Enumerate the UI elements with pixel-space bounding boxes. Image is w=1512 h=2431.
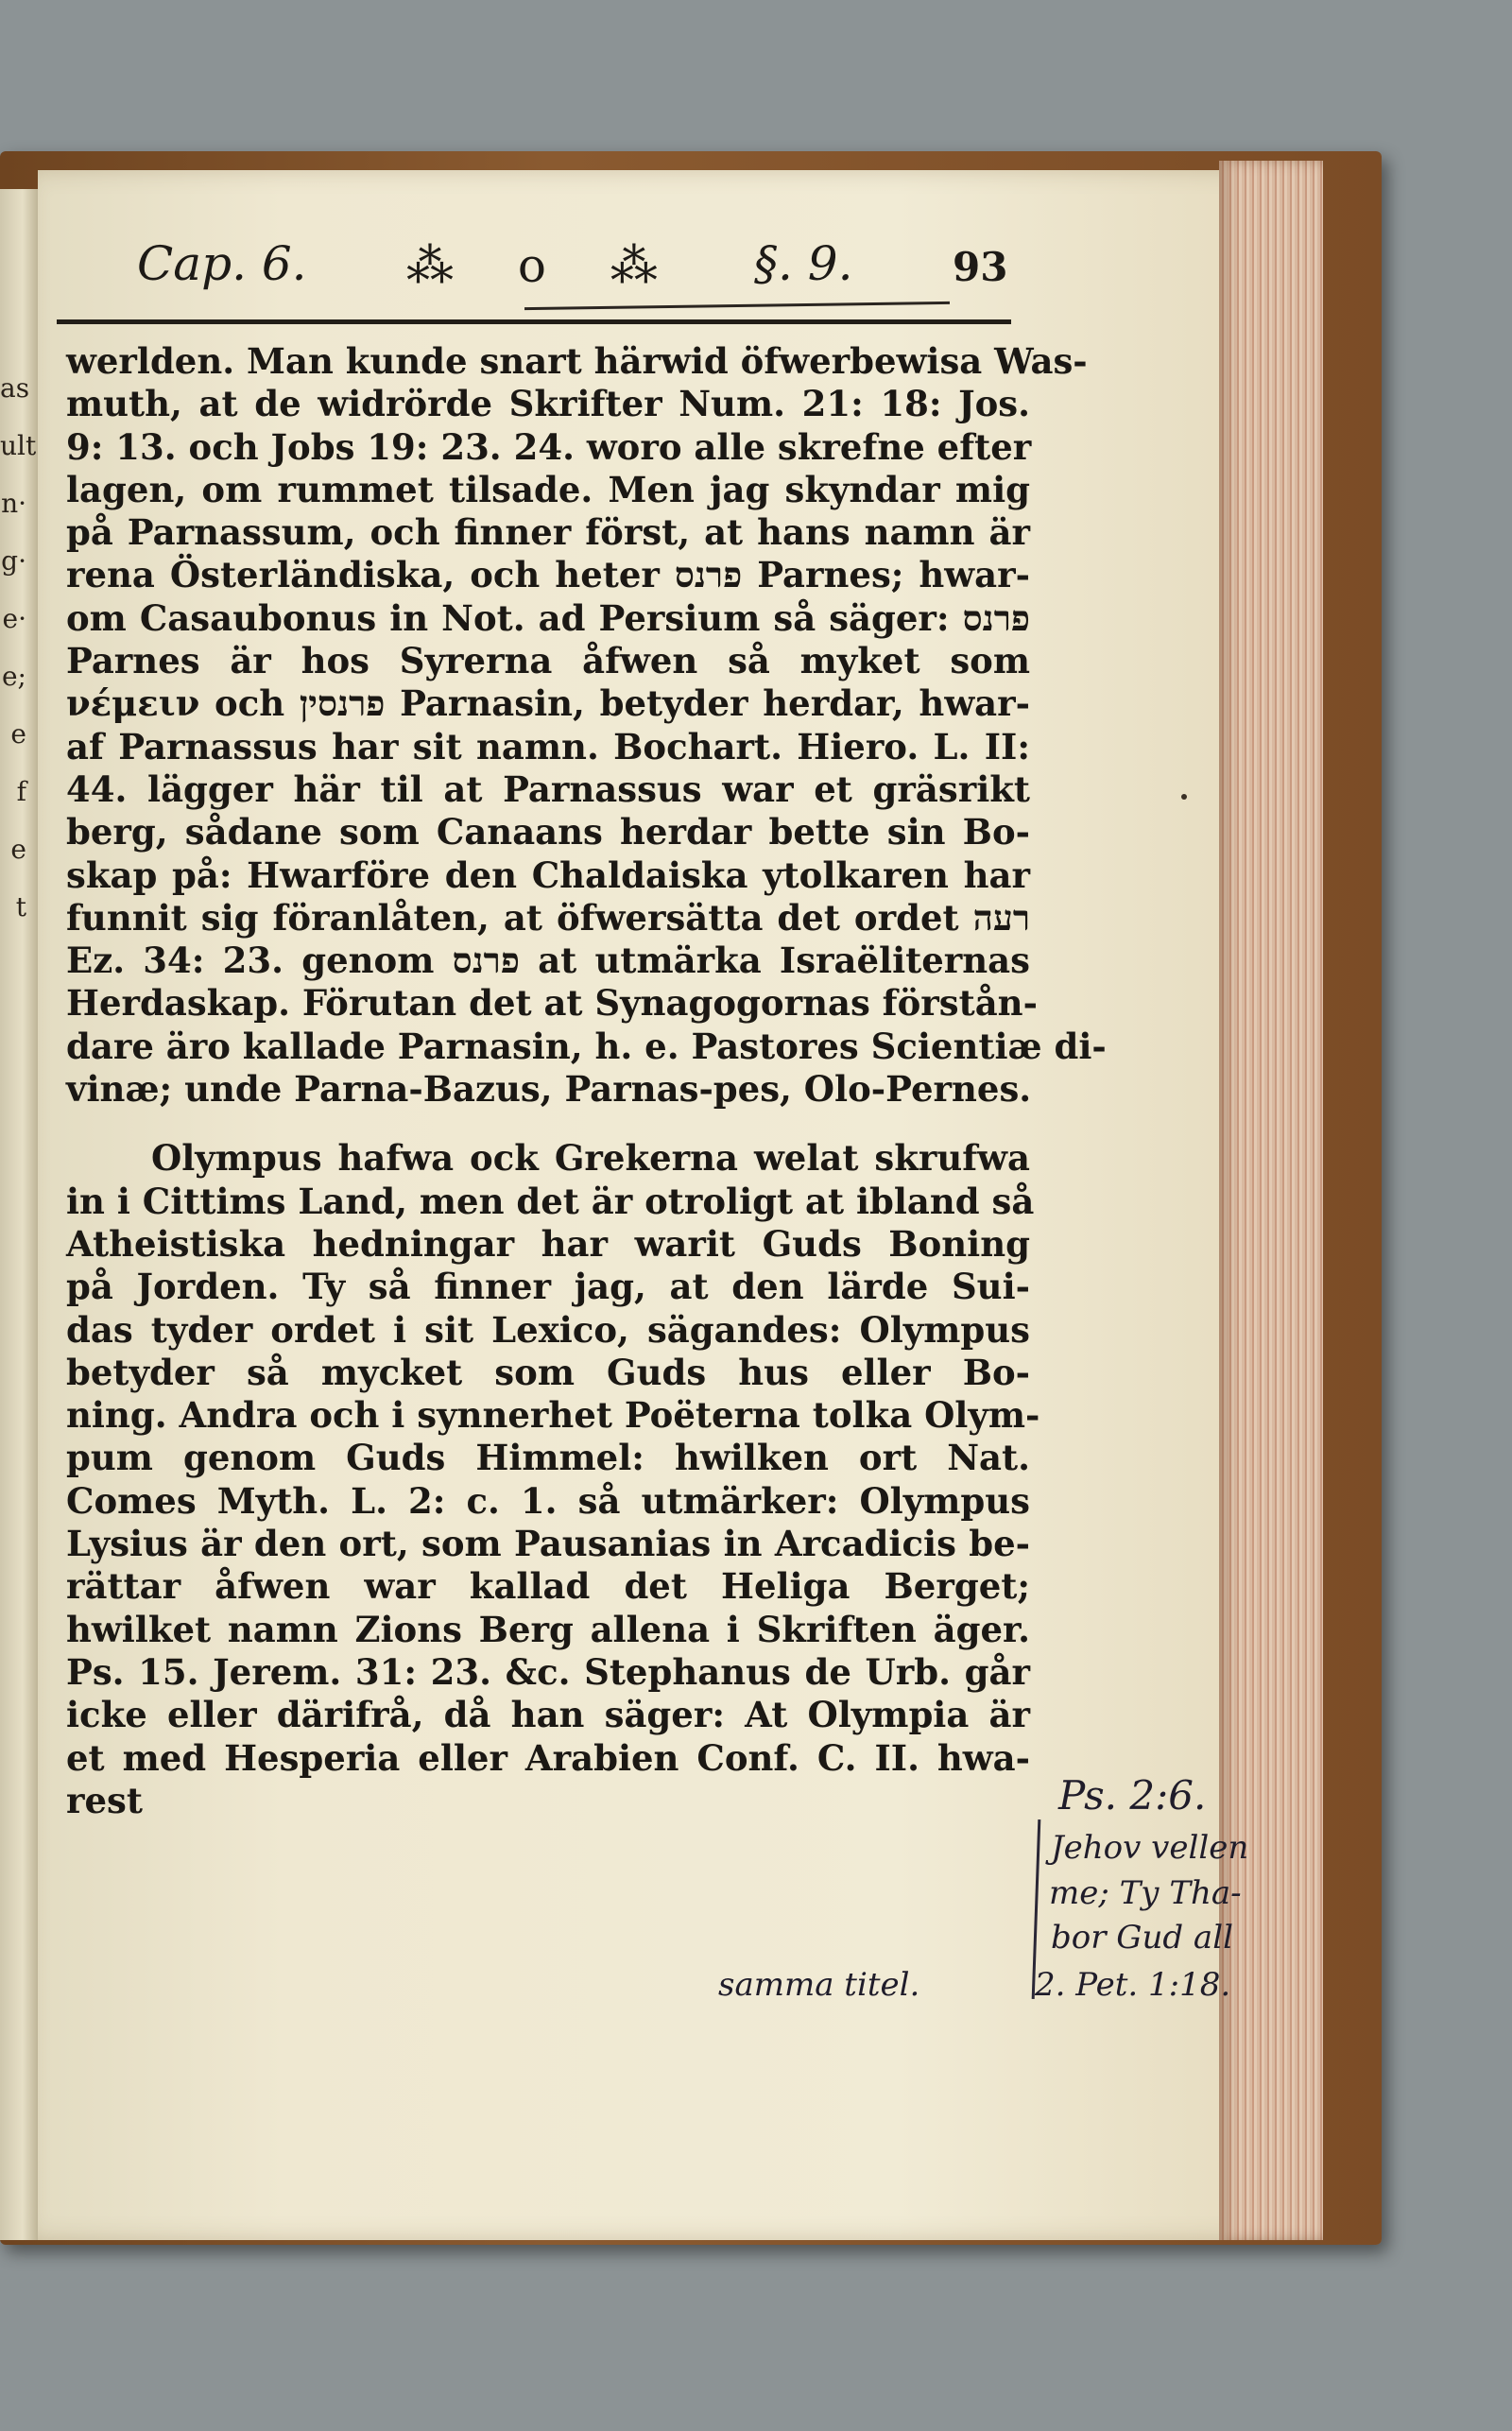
paragraph-2 (66, 1137, 1040, 1822)
text-line: Comes Myth. L. 2: c. 1. så utmärker: Olympus (66, 1479, 1030, 1522)
text-line: vinæ; unde Parna-Bazus, Parnas-pes, Olo-Pernes. (66, 1068, 1032, 1111)
text-line: lagen, om rummet tilsade. Men jag skyndar mig (66, 468, 1030, 510)
text-line: icke eller därifrå, då han säger: At Olympia är (66, 1694, 1030, 1736)
marginal-notes (709, 1772, 1249, 2018)
text-line: in i Cittims Land, men det är otroligt at ibland så (66, 1180, 1035, 1222)
note-line: Jehov vellen (1051, 1829, 1249, 1867)
text-line: rättar åfwen war kallad det Heliga Berget; (66, 1565, 1030, 1608)
text-line: muth, at de widrörde Skrifter Num. 21: 18: Jos. (66, 383, 1030, 425)
text-line: dare äro kallade Parnasin, h. e. Pastores Scientiæ di- (66, 1025, 1107, 1067)
text-line: betyder så mycket som Guds hus eller Bo- (66, 1351, 1030, 1393)
handwritten-chapter: Cap. 6. (137, 236, 307, 291)
header-rule (57, 319, 1011, 324)
text-line: Olympus hafwa ock Grekerna welat skrufwa (151, 1137, 1030, 1180)
text-line: et med Hesperia eller Arabien Conf. C. II. hwa- (66, 1736, 1030, 1779)
body-text (66, 340, 1107, 1822)
text-line: på Parnassum, och finner först, at hans namn är (66, 511, 1030, 554)
text-line: skap på: Hwarföre den Chaldaiska ytolkaren har (66, 853, 1030, 896)
note-line: 2. Pet. 1:18. (1035, 1966, 1231, 2004)
text-line: Ps. 15. Jerem. 31: 23. &c. Stephanus de Urb. går (66, 1650, 1030, 1693)
page-number: 93 (953, 244, 1008, 290)
text-line: werlden. Man kunde snart härwid öfwerbewisa Was- (66, 340, 1088, 382)
text-line: på Jorden. Ty så finner jag, at den lärde Sui- (66, 1266, 1030, 1308)
paragraph-1 (66, 340, 1107, 1111)
text-line: om Casaubonus in Not. ad Persium så säger: פרנס (66, 596, 1030, 639)
text-line: Lysius är den ort, som Pausanias in Arcadicis be- (66, 1523, 1030, 1565)
text-line: Ez. 34: 23. genom פרנס at utmärka Israëliternas (66, 940, 1030, 982)
text-line: ning. Andra och i synnerhet Poëterna tolka Olym- (66, 1394, 1040, 1437)
text-line: pum genom Guds Himmel: hwilken ort Nat. (66, 1437, 1030, 1479)
text-line: af Parnassus har sit namn. Bochart. Hiero. L. II: (66, 725, 1030, 767)
note-line: me; Ty Tha- (1049, 1874, 1242, 1912)
text-line: νέμειν och פרנסין Parnasin, betyder herdar, hwar- (66, 682, 1031, 725)
ink-speck (1181, 794, 1187, 800)
text-line: das tyder ordet i sit Lexico, sägandes: Olympus (66, 1308, 1030, 1351)
note-line: bor Gud all (1051, 1919, 1233, 1957)
text-line: Parnes är hos Syrerna åfwen så myket som (66, 640, 1030, 682)
text-line: 9: 13. och Jobs 19: 23. 24. woro alle skrefne efter (66, 425, 1032, 468)
note-reference: Ps. 2:6. (1058, 1772, 1207, 1819)
left-page-fragments: as ult n· g· e· e; e f e t (0, 372, 37, 922)
text-line: berg, sådane som Canaans herdar bette sin Bo- (66, 811, 1030, 853)
catchword: rest (66, 1779, 143, 1821)
text-line: Herdaskap. Förutan det at Synagogornas förstån- (66, 982, 1038, 1025)
text-line: funnit sig föranlåten, at öfwersätta det ordet רעה (66, 896, 1030, 939)
text-line: Atheistiska hedningar har warit Guds Boning (66, 1222, 1030, 1265)
text-line: 44. lägger här til at Parnassus war et gräsrikt (66, 767, 1030, 810)
text-line: hwilket namn Zions Berg allena i Skriften äger. (66, 1608, 1030, 1650)
text-line: rena Österländiska, och heter פרנס Parnes; hwar- (66, 554, 1030, 596)
handwritten-section: §. 9. (754, 236, 853, 291)
header-ornament: ⁂ o ⁂ (406, 238, 682, 293)
note-line: samma titel. (718, 1966, 920, 2004)
